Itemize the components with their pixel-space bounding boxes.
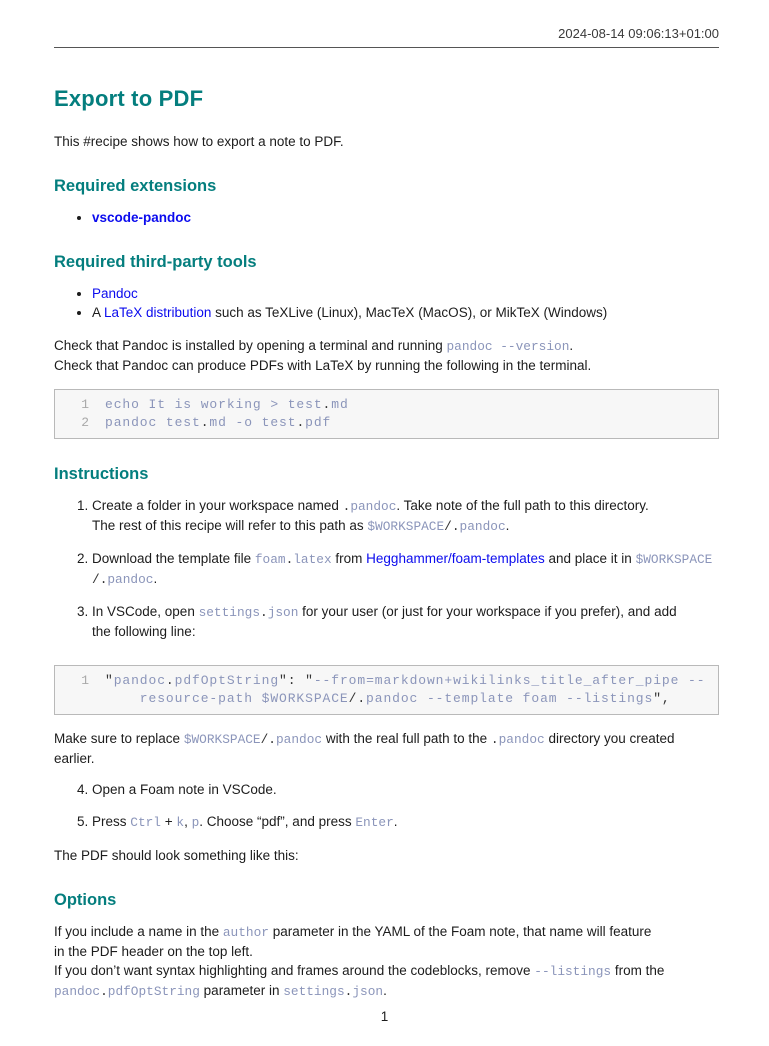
text-segment: parameter in	[199, 983, 284, 998]
text-segment: from	[331, 551, 367, 566]
text-segment: +	[160, 814, 177, 829]
list-item	[92, 208, 719, 227]
code-line	[69, 690, 708, 708]
section-heading-required-tools: Required third-party tools	[54, 253, 257, 271]
list-item	[92, 303, 719, 322]
text-segment: pdfOptString	[174, 673, 280, 688]
text-segment: /	[444, 519, 452, 534]
text-segment: . Take note of the full path to this directory.	[396, 498, 649, 513]
text-segment: In VSCode, open	[92, 604, 199, 619]
text-segment: "	[653, 690, 662, 706]
text-segment: settings	[283, 984, 345, 999]
text-segment: .	[451, 519, 460, 534]
text-segment: .	[200, 414, 210, 430]
text-segment: pandoc --version	[446, 339, 570, 354]
text-segment: settings	[198, 605, 261, 620]
code-text	[105, 414, 331, 432]
intro-paragraph	[54, 132, 719, 151]
code-line	[69, 672, 708, 690]
text-segment: .	[342, 499, 351, 514]
line-number: 1	[81, 397, 89, 412]
instructions-item	[92, 812, 719, 832]
text-segment: pdf	[305, 414, 332, 430]
text-segment: .	[285, 552, 294, 567]
line-number	[69, 690, 89, 708]
text-segment: :	[287, 673, 297, 688]
pdf-note-paragraph	[54, 846, 719, 865]
text-segment: pandoc	[54, 984, 101, 999]
text-segment: A	[92, 305, 105, 320]
text-segment: .	[260, 605, 268, 620]
text-segment: pandoc	[107, 572, 154, 587]
text-segment: the following line:	[92, 624, 196, 639]
text-segment: Make sure to replace	[54, 731, 184, 746]
text-segment: parameter in the YAML of the Foam note, that name will feature	[268, 924, 652, 939]
text-segment: and place it in	[544, 551, 636, 566]
make-sure-paragraph	[54, 729, 719, 768]
header-date: 2024-08-14 09:06:13+01:00	[558, 26, 719, 41]
text-segment: /	[260, 732, 269, 747]
text-segment: .	[268, 732, 276, 747]
text-segment: .	[357, 690, 367, 706]
text-segment: .	[322, 397, 332, 412]
link-pandoc[interactable]: Pandoc	[92, 286, 138, 301]
code-text	[105, 396, 349, 414]
text-segment: /	[348, 690, 358, 706]
text-segment: Download the template file	[92, 551, 255, 566]
text-segment: This #recipe shows how to export a note to PDF.	[54, 134, 344, 149]
text-segment: Check that Pandoc is installed by opening a terminal and running	[54, 338, 447, 353]
text-segment: such as TeXLive (Linux), MacTeX (MacOS), or MikTeX (Windows)	[211, 305, 608, 320]
text-segment: .	[569, 338, 574, 353]
text-segment: pandoc	[350, 499, 397, 514]
text-segment: in the PDF header on the top left.	[54, 944, 253, 959]
text-segment: .	[344, 984, 353, 999]
text-segment: pandoc	[498, 732, 545, 747]
line-number: 1	[81, 673, 89, 688]
text-segment: pandoc --template foam --listings	[366, 690, 654, 706]
text-segment: .	[165, 673, 175, 688]
code-text	[105, 690, 671, 708]
text-segment: "	[105, 673, 114, 688]
text-segment: Ctrl	[130, 815, 161, 830]
list-item	[92, 284, 719, 303]
instructions-list-1	[54, 496, 719, 641]
page-title: Export to PDF	[54, 86, 204, 111]
text-segment: foam	[254, 552, 286, 567]
required-extensions-list	[54, 208, 719, 227]
code-line	[69, 396, 708, 414]
text-segment: The PDF should look something like this:	[54, 848, 299, 863]
text-segment: If you include a name in the	[54, 924, 223, 939]
line-number: 2	[81, 414, 89, 430]
instructions-item	[92, 496, 719, 536]
page-number: 1	[380, 1009, 389, 1024]
text-segment: echo It is working > test	[105, 397, 323, 412]
text-segment: .	[383, 983, 387, 998]
link-latex-distribution[interactable]: LaTeX distribution	[104, 305, 212, 320]
text-segment: json	[352, 984, 384, 999]
text-segment: resource-path $WORKSPACE	[105, 690, 349, 706]
text-segment: /	[92, 572, 100, 587]
text-segment: pandoc	[459, 519, 506, 534]
text-segment: for your user (or just for your workspace if you prefer), and add	[298, 604, 677, 619]
text-segment: .	[490, 732, 499, 747]
text-segment: .	[296, 414, 306, 430]
text-segment: "	[305, 673, 314, 688]
text-segment: md	[331, 397, 349, 412]
code-text	[105, 672, 705, 690]
text-segment: $WORKSPACE	[183, 732, 261, 747]
text-segment: json	[267, 605, 299, 620]
text-segment: directory you created	[544, 731, 675, 746]
text-segment: pandoc	[275, 732, 323, 747]
text-segment: .	[153, 571, 158, 586]
text-segment: Check that Pandoc can produce PDFs with LaTeX by running the following in the terminal.	[54, 358, 592, 373]
text-segment: Create a folder in your workspace named	[92, 498, 343, 513]
section-heading-instructions: Instructions	[54, 465, 149, 483]
section-heading-options: Options	[54, 891, 117, 909]
text-segment: $WORKSPACE	[635, 552, 713, 567]
text-segment: .	[100, 984, 108, 999]
text-segment: ,	[661, 690, 671, 706]
instructions-item	[92, 602, 719, 641]
text-segment: with the real full path to the	[322, 731, 491, 746]
check-paragraph	[54, 336, 719, 375]
text-segment: k	[176, 815, 185, 830]
text-segment: --from=markdown+wikilinks_title_after_pipe --	[313, 673, 706, 688]
text-segment: from the	[611, 963, 665, 978]
text-segment: latex	[293, 552, 332, 567]
code-line	[69, 414, 708, 432]
text-segment: The rest of this recipe will refer to this path as	[92, 518, 368, 533]
link-vscode-pandoc[interactable]: vscode-pandoc	[92, 210, 192, 225]
text-segment: $WORKSPACE	[367, 519, 445, 534]
text-segment: pandoc test	[105, 414, 201, 430]
text-segment: author	[222, 925, 269, 940]
instructions-item	[92, 549, 719, 589]
instructions-item	[92, 780, 719, 799]
text-segment	[296, 673, 305, 688]
options-paragraph	[54, 922, 719, 1001]
header-rule	[54, 47, 719, 48]
code-block-settings	[54, 665, 719, 715]
section-heading-required-extensions: Required extensions	[54, 177, 217, 195]
text-segment: earlier.	[54, 751, 95, 766]
text-segment: --listings	[534, 964, 612, 979]
instructions-list-2	[54, 780, 719, 832]
text-segment: .	[99, 572, 108, 587]
text-segment: ,	[184, 814, 192, 829]
text-segment: . Choose “pdf”, and press	[199, 814, 356, 829]
text-segment: pdfOptString	[107, 984, 200, 999]
code-block-terminal	[54, 389, 719, 439]
text-segment: md -o test	[209, 414, 297, 430]
text-segment: pandoc	[113, 673, 166, 688]
text-segment: If you don’t want syntax highlighting and frames around the codeblocks, remove	[54, 963, 535, 978]
text-segment: .	[393, 814, 398, 829]
text-segment: Enter	[355, 815, 394, 830]
link-foam-templates[interactable]: Hegghammer/foam-templates	[366, 551, 545, 566]
required-tools-list	[54, 284, 719, 322]
text-segment: p	[191, 815, 200, 830]
text-segment: "	[279, 673, 288, 688]
text-segment: .	[505, 518, 510, 533]
text-segment: Open a Foam note in VSCode.	[92, 782, 277, 797]
text-segment: Press	[92, 814, 131, 829]
